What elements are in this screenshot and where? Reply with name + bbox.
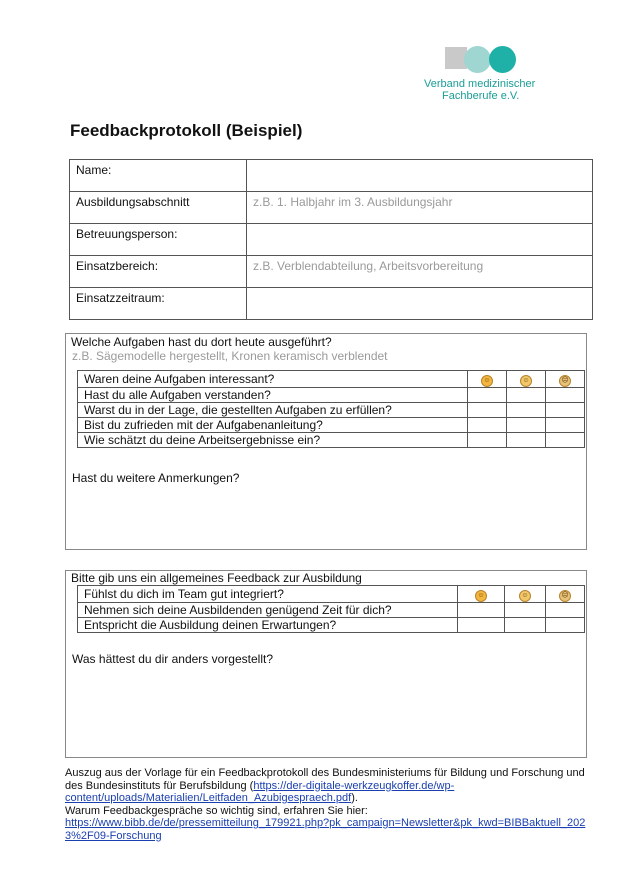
rating-cell-unhappy[interactable] [546,433,585,448]
remarks-question: Was hättest du dir anders vorgestellt? [72,652,273,666]
info-label: Einsatzzeitraum: [70,288,247,320]
rating-question: Bist du zufrieden mit der Aufgabenanleitung? [78,418,468,433]
info-value-field[interactable] [247,160,593,192]
rating-question: Waren deine Aufgaben interessant? [78,371,468,388]
remarks-field[interactable] [66,666,586,746]
bmbf-guide-link[interactable]: https://der-digitale-werkzeugkoffer.de/wp-content/uploads/Materialien/Leitfaden_Azubigespraech.pdf [65,779,455,804]
rating-row [78,418,585,433]
rating-cell-neutral[interactable] [507,388,546,403]
happy-face-icon: ☺ [475,590,487,602]
general-feedback-section [65,570,587,758]
rating-cell-happy[interactable] [458,603,505,618]
rating-question: Entspricht die Ausbildung deinen Erwartungen? [78,618,458,633]
info-value-field[interactable]: z.B. Verblendabteilung, Arbeitsvorbereitung [247,256,593,288]
info-row [70,288,593,320]
tasks-rating-table [77,370,585,448]
rating-question: Warst du in der Lage, die gestellten Aufgaben zu erfüllen? [78,403,468,418]
info-label: Einsatzbereich: [70,256,247,288]
rating-cell-happy[interactable] [468,371,507,388]
general-rating-table [77,585,585,633]
logo-text: Verband medizinischer Fachberufe e.V. [424,78,536,102]
neutral-face-icon: ☺ [520,375,532,387]
rating-cell-happy[interactable] [458,618,505,633]
rating-cell-neutral[interactable] [505,603,546,618]
rating-row [78,618,585,633]
rating-cell-unhappy[interactable] [546,371,585,388]
info-row [70,160,593,192]
rating-cell-unhappy[interactable] [546,603,585,618]
footer-note: Auszug aus der Vorlage für ein Feedbackprotokoll des Bundesministeriums für Bildung und Forschung und des Bundesinstituts für Berufsbildung (https://der-digitale-werkzeugkoffer.de/wp-content/uploads/Materialien/Leitfaden_Azubigespraech.pdf). Warum Feedbackgespräche so wichtig sind, erfahren Sie hier: https://www.bibb.de/de/pressemitteilung_179921.php?pk_campaign=Newsletter&pk_kwd=BIBBaktuell_2023%2F09-Forschung [65,767,586,842]
rating-cell-neutral[interactable] [507,371,546,388]
remarks-question: Hast du weitere Anmerkungen? [72,471,240,485]
rating-row [78,433,585,448]
rating-cell-neutral[interactable] [505,618,546,633]
info-table [69,159,593,320]
info-value-field[interactable] [247,288,593,320]
rating-row [78,371,585,388]
neutral-face-icon: ☺ [519,590,531,602]
rating-cell-unhappy[interactable] [546,388,585,403]
rating-cell-happy[interactable] [458,586,505,603]
rating-question: Wie schätzt du deine Arbeitsergebnisse ein? [78,433,468,448]
rating-cell-unhappy[interactable] [546,418,585,433]
rating-cell-happy[interactable] [468,388,507,403]
tasks-hint[interactable]: z.B. Sägemodelle hergestellt, Kronen keramisch verblendet [72,349,388,363]
rating-cell-neutral[interactable] [505,586,546,603]
rating-cell-happy[interactable] [468,433,507,448]
info-row [70,224,593,256]
info-label: Ausbildungsabschnitt [70,192,247,224]
general-question: Bitte gib uns ein allgemeines Feedback zur Ausbildung [71,571,362,585]
page-title: Feedbackprotokoll (Beispiel) [70,121,303,140]
rating-row [78,586,585,603]
info-value-field[interactable] [247,224,593,256]
rating-cell-unhappy[interactable] [546,403,585,418]
vmf-logo [420,46,560,102]
tasks-question: Welche Aufgaben hast du dort heute ausgeführt? [71,335,332,349]
info-label: Name: [70,160,247,192]
bibb-press-link[interactable]: https://www.bibb.de/de/pressemitteilung_179921.php?pk_campaign=Newsletter&pk_kwd=BIBBaktuell_2023%2F09-Forschung [65,817,586,842]
rating-cell-happy[interactable] [468,418,507,433]
unhappy-face-icon: ☹ [559,375,571,387]
rating-cell-neutral[interactable] [507,418,546,433]
logo-mark [420,46,560,76]
rating-cell-neutral[interactable] [507,403,546,418]
rating-question: Nehmen sich deine Ausbildenden genügend Zeit für dich? [78,603,458,618]
info-value-field[interactable]: z.B. 1. Halbjahr im 3. Ausbildungsjahr [247,192,593,224]
rating-cell-unhappy[interactable] [546,618,585,633]
rating-question: Hast du alle Aufgaben verstanden? [78,388,468,403]
rating-cell-unhappy[interactable] [546,586,585,603]
info-label: Betreuungsperson: [70,224,247,256]
rating-cell-neutral[interactable] [507,433,546,448]
tasks-feedback-section [65,333,587,550]
rating-row [78,403,585,418]
happy-face-icon: ☺ [481,375,493,387]
rating-row [78,388,585,403]
info-row [70,256,593,288]
info-row [70,192,593,224]
rating-row [78,603,585,618]
remarks-field[interactable] [66,485,586,545]
rating-cell-happy[interactable] [468,403,507,418]
unhappy-face-icon: ☹ [559,590,571,602]
rating-question: Fühlst du dich im Team gut integriert? [78,586,458,603]
